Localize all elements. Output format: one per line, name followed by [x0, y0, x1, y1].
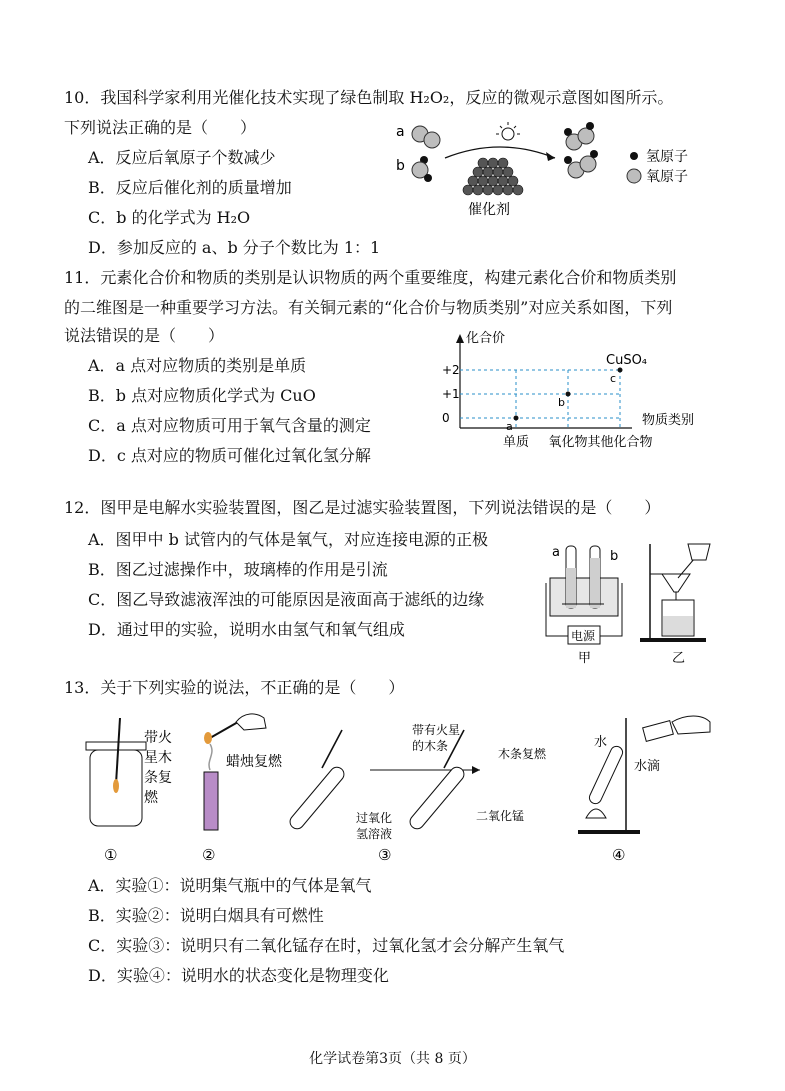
iron-stand-base	[640, 638, 706, 642]
exp3-number: ③	[378, 846, 392, 864]
h-atom	[424, 174, 432, 182]
q12-caption-jia: 甲	[578, 651, 592, 666]
exp3-relit-label: 木条复燃	[498, 747, 547, 761]
q13-stem: 13．关于下列实验的说法，不正确的是（ ）	[64, 678, 405, 697]
chart-y-tick-label: +2	[442, 363, 460, 377]
q10-catalyst-label: 催化剂	[468, 202, 510, 218]
q11-stem-line1: 11．元素化合价和物质的类别是认识物质的两个重要维度，构建元素化合价和物质类别	[64, 268, 677, 287]
heated-tube	[587, 744, 624, 805]
exp3-solution-line1: 过氧化	[356, 811, 393, 825]
stand-base	[578, 830, 640, 834]
q10-option-d: D．参加反应的 a、b 分子个数比为 1：1	[88, 238, 381, 257]
q11-option-d: D．c 点对应的物质可催化过氧化氢分解	[88, 446, 371, 465]
q12-option-c: C．图乙导致滤液浑浊的可能原因是液面高于滤纸的边缘	[88, 590, 485, 609]
q12-option-b: B．图乙过滤操作中，玻璃棒的作用是引流	[88, 560, 388, 579]
exp1-label-line1: 带火	[144, 730, 172, 746]
q12-stem: 12．图甲是电解水实验装置图，图乙是过滤实验装置图，下列说法错误的是（ ）	[64, 498, 661, 517]
legend-o-label: 氧原子	[646, 169, 688, 185]
q13-experiments-figure	[60, 700, 720, 870]
q11-valence-chart	[420, 328, 720, 460]
exp4-drop-label: 水滴	[634, 759, 661, 774]
funnel	[662, 574, 690, 592]
q12-label-a: a	[552, 545, 560, 560]
chart-y-tick-label: +1	[442, 387, 460, 401]
q12-caption-yi: 乙	[672, 651, 686, 666]
chart-x-category-label: 单质	[502, 435, 530, 450]
splint-1	[322, 730, 342, 768]
q10-label-b: b	[396, 158, 405, 174]
q11-stem-line3: 说法错误的是（ ）	[64, 326, 225, 345]
page-footer: 化学试卷第3页（共 8 页）	[309, 1051, 476, 1067]
q10-option-a: A．反应后氧原子个数减少	[88, 148, 276, 167]
q10-molecule-diagram	[390, 118, 710, 218]
pouring-beaker	[688, 544, 710, 560]
exp4-number: ④	[612, 846, 626, 864]
q12-apparatus-figures	[540, 538, 720, 668]
chart-point-label-b: b	[558, 396, 565, 409]
q11-option-a: A．a 点对应物质的类别是单质	[88, 356, 307, 375]
reaction-arrow	[445, 147, 555, 158]
y-axis-arrowhead	[456, 334, 464, 343]
arrowhead	[546, 152, 555, 161]
exp1-label-line2: 星木	[144, 750, 172, 766]
q12-power-label: 电源	[571, 629, 596, 643]
q10-stem-line2: 下列说法正确的是（ ）	[64, 118, 257, 137]
q13-option-c: C．实验③：说明只有二氧化锰存在时，过氧化氢才会分解产生氧气	[88, 936, 565, 955]
exp3-top-line2: 的木条	[412, 739, 449, 753]
chart-point-b	[566, 392, 571, 397]
electrolysis-trough	[550, 578, 618, 616]
q11-option-b: B．b 点对应物质化学式为 CuO	[88, 386, 316, 405]
q12-label-b: b	[610, 549, 619, 564]
q12-option-d: D．通过甲的实验，说明水由氢气和氧气组成	[88, 620, 405, 639]
exp4-water-label: 水	[594, 735, 608, 750]
o-atom	[580, 156, 596, 172]
o-atom	[578, 128, 594, 144]
exp3-mno2-label: 二氧化锰	[476, 809, 525, 823]
exp1-number: ①	[104, 846, 118, 864]
test-tube-mno2	[407, 764, 467, 831]
exp3-solution-line2: 氢溶液	[356, 827, 393, 841]
exp2-number: ②	[202, 846, 216, 864]
match-flame	[204, 732, 212, 744]
legend-h-label: 氢原子	[646, 149, 688, 165]
exp2-label: 蜡烛复燃	[226, 754, 282, 770]
hand	[236, 714, 266, 730]
glass-plate	[643, 721, 674, 742]
o-atom	[424, 132, 440, 148]
q10-option-b: B．反应后催化剂的质量增加	[88, 178, 292, 197]
q11-option-c: C．a 点对应物质可用于氧气含量的测定	[88, 416, 371, 435]
white-smoke	[209, 744, 212, 770]
exp1-label-line3: 条复	[144, 770, 172, 786]
legend-h-icon	[630, 152, 638, 160]
chart-annotation-cuso4: CuSO₄	[606, 353, 648, 368]
chart-x-category-label: 其他化合物	[587, 435, 653, 450]
hand-holding-plate	[672, 716, 710, 734]
chart-y-tick-label: 0	[442, 411, 450, 425]
exp1-label-line4: 燃	[144, 790, 158, 806]
q10-stem-line1: 10．我国科学家利用光催化技术实现了绿色制取 H₂O₂，反应的微观示意图如图所示。	[64, 88, 674, 107]
q13-option-a: A．实验①：说明集气瓶中的气体是氧气	[88, 876, 372, 895]
q10-label-a: a	[396, 124, 405, 140]
splint-flame	[113, 779, 119, 793]
q13-option-b: B．实验②：说明白烟具有可燃性	[88, 906, 324, 925]
chart-point-label-a: a	[506, 420, 513, 433]
exp3-arrowhead	[472, 766, 480, 774]
chart-point-c	[618, 368, 623, 373]
q12-option-a: A．图甲中 b 试管内的气体是氧气，对应连接电源的正极	[88, 530, 488, 549]
h-atom	[590, 150, 598, 158]
q13-option-d: D．实验④：说明水的状态变化是物理变化	[88, 966, 389, 985]
chart-y-axis-label: 化合价	[466, 331, 506, 346]
h-atom	[564, 156, 572, 164]
chart-x-category-label: 氧化物	[548, 435, 588, 450]
test-tube-h2o2	[287, 764, 347, 831]
legend-o-icon	[627, 169, 641, 183]
chart-point-label-c: c	[610, 372, 617, 385]
light-icon	[502, 128, 514, 140]
alcohol-lamp	[586, 809, 606, 818]
match	[210, 722, 238, 738]
chart-x-axis-label: 物质类别	[642, 413, 695, 428]
catalyst-pile	[463, 158, 523, 195]
candle	[204, 772, 218, 830]
q10-option-c: C．b 的化学式为 H₂O	[88, 208, 251, 227]
exp3-top-line1: 带有火星	[412, 723, 461, 737]
q11-stem-line2: 的二维图是一种重要学习方法。有关铜元素的“化合价与物质类别”对应关系如图，下列	[64, 298, 673, 317]
chart-point-a	[514, 416, 519, 421]
h-atom	[586, 122, 594, 130]
